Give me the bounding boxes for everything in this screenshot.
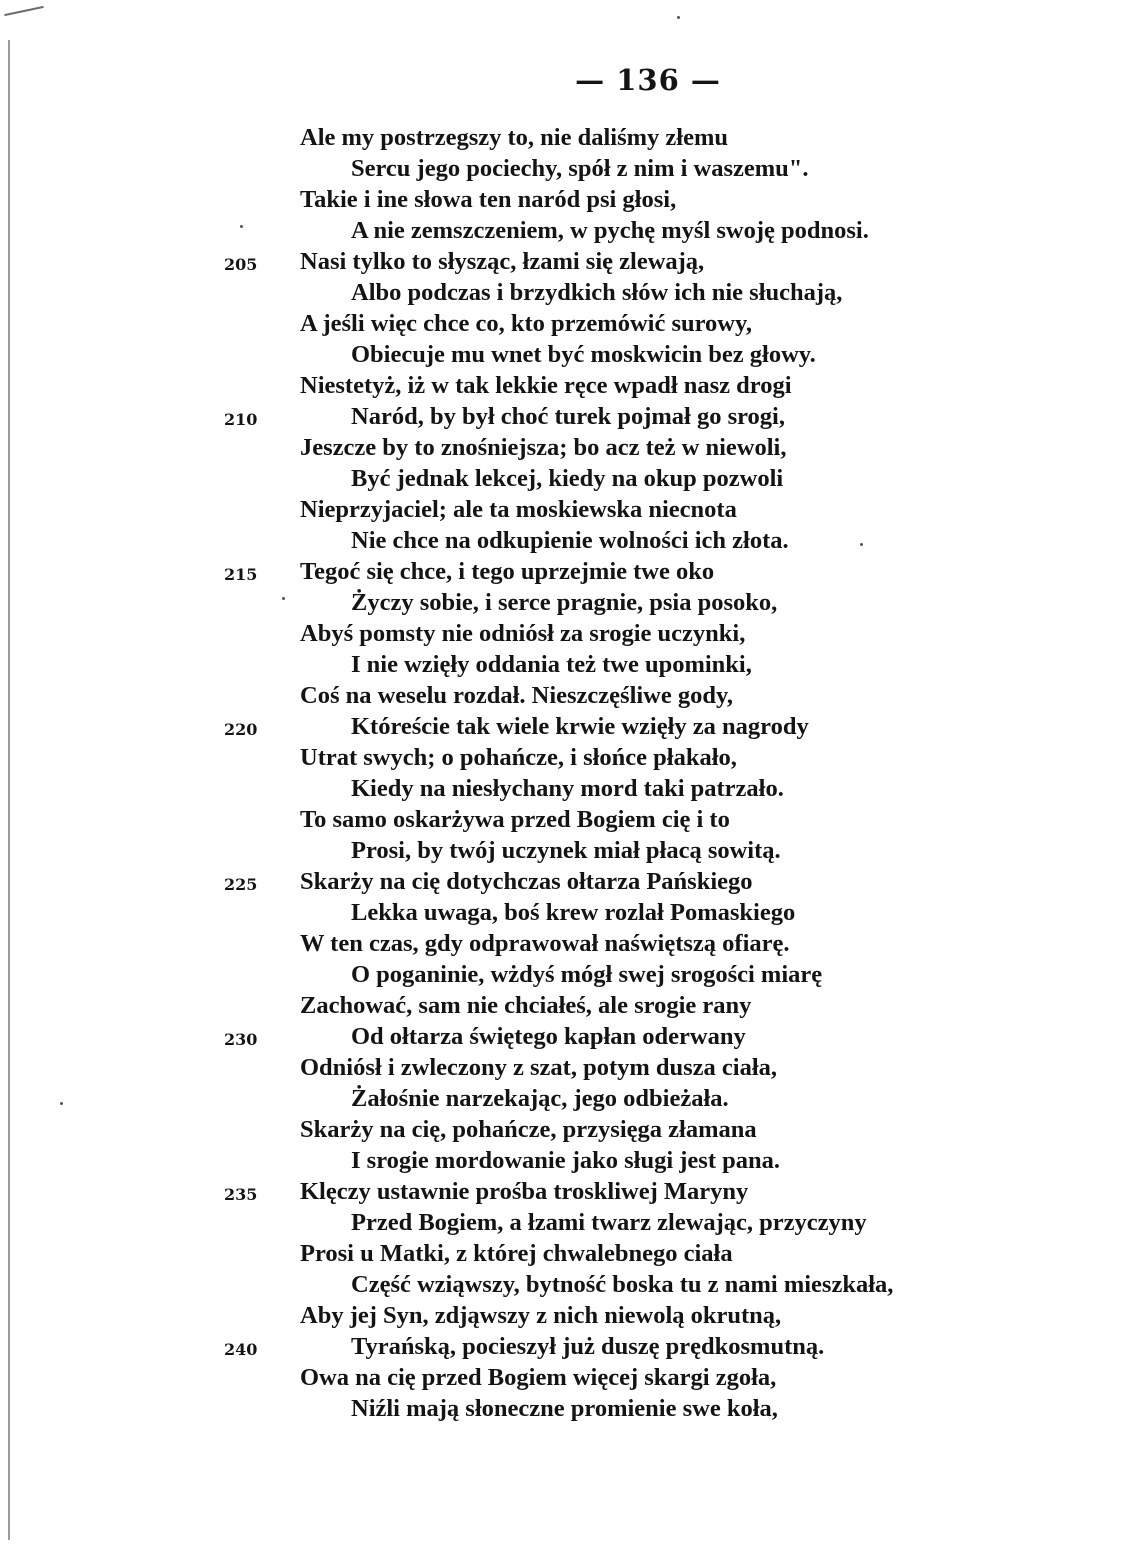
- verse-line: [0, 556, 1140, 587]
- verse-line: [0, 277, 1140, 308]
- verse-line: [0, 742, 1140, 773]
- verse-text: Skarży na cię dotychczas ołtarza Pańskiego: [300, 868, 753, 895]
- verse-text: I nie wzięły oddania też twe upominki,: [351, 651, 752, 678]
- verse-line: [0, 153, 1140, 184]
- verse-line: [0, 1052, 1140, 1083]
- verse-text: Życzy sobie, i serce pragnie, psia posoko,: [351, 589, 778, 616]
- verse-line: [0, 1145, 1140, 1176]
- verse-text: W ten czas, gdy odprawował naświętszą ofiarę.: [300, 930, 790, 957]
- verse-text: Ale my postrzegszy to, nie daliśmy złemu: [300, 124, 728, 151]
- verse-text: Przed Bogiem, a łzami twarz zlewając, przyczyny: [351, 1209, 867, 1236]
- page-number: — 136 —: [575, 63, 721, 97]
- verse-text: Albo podczas i brzydkich słów ich nie słuchają,: [351, 279, 843, 306]
- scan-speck: [677, 16, 680, 19]
- verse-text: Żałośnie narzekając, jego odbieżała.: [351, 1085, 729, 1112]
- verse-line: [0, 401, 1140, 432]
- page-header: [0, 58, 1140, 102]
- verse-text: Prosi, by twój uczynek miał płacą sowitą.: [351, 837, 781, 864]
- verse-line: [0, 1300, 1140, 1331]
- verse-line: [0, 308, 1140, 339]
- verse-line: [0, 246, 1140, 277]
- verse-text: A jeśli więc chce co, kto przemówić surowy,: [300, 310, 753, 337]
- verse-text: Prosi u Matki, z której chwalebnego ciała: [300, 1240, 733, 1267]
- verse-text: Utrat swych; o pohańcze, i słońce płakało,: [300, 744, 737, 771]
- verse-text: Skarży na cię, pohańcze, przysięga złamana: [300, 1116, 757, 1143]
- verse-line: [0, 928, 1140, 959]
- line-number: 220: [224, 720, 258, 739]
- verse-line: [0, 215, 1140, 246]
- verse-line: [0, 897, 1140, 928]
- verse-line: [0, 122, 1140, 153]
- verse-text: Być jednak lekcej, kiedy na okup pozwoli: [351, 465, 784, 492]
- verse-text: Niźli mają słoneczne promienie swe koła,: [351, 1395, 778, 1422]
- verse-line: [0, 1269, 1140, 1300]
- poem-text: [0, 122, 1140, 1424]
- verse-text: Obiecuje mu wnet być moskwicin bez głowy.: [351, 341, 816, 368]
- verse-text: Tegoć się chce, i tego uprzejmie twe oko: [300, 558, 715, 585]
- verse-text: Klęczy ustawnie prośba troskliwej Maryny: [300, 1178, 749, 1205]
- verse-line: [0, 773, 1140, 804]
- verse-text: Owa na cię przed Bogiem więcej skargi zgoła,: [300, 1364, 777, 1391]
- verse-line: [0, 649, 1140, 680]
- verse-text: Tyrańską, pocieszył już duszę prędkosmutną.: [351, 1333, 825, 1360]
- verse-text: Takie i ine słowa ten naród psi głosi,: [300, 186, 677, 213]
- verse-line: [0, 711, 1140, 742]
- line-number: 225: [224, 875, 258, 894]
- verse-line: [0, 1331, 1140, 1362]
- verse-text: Nieprzyjaciel; ale ta moskiewska niecnota: [300, 496, 737, 523]
- line-number: 205: [224, 255, 258, 274]
- verse-text: Jeszcze by to znośniejsza; bo acz też w niewoli,: [300, 434, 787, 461]
- verse-line: [0, 1362, 1140, 1393]
- verse-line: [0, 618, 1140, 649]
- verse-line: [0, 1176, 1140, 1207]
- verse-line: [0, 1114, 1140, 1145]
- verse-text: Aby jej Syn, zdjąwszy z nich niewolą okrutną,: [300, 1302, 782, 1329]
- verse-line: [0, 1207, 1140, 1238]
- verse-text: I srogie mordowanie jako sługi jest pana.: [351, 1147, 781, 1174]
- verse-line: [0, 1083, 1140, 1114]
- verse-text: O poganinie, wżdyś mógł swej srogości miarę: [351, 961, 823, 988]
- verse-line: [0, 990, 1140, 1021]
- top-left-corner-mark: [4, 6, 44, 16]
- verse-text: Nasi tylko to słysząc, łzami się zlewają,: [300, 248, 705, 275]
- verse-text: A nie zemszczeniem, w pychę myśl swoję podnosi.: [351, 217, 869, 244]
- verse-line: [0, 804, 1140, 835]
- verse-text: Część wziąwszy, bytność boska tu z nami mieszkała,: [351, 1271, 894, 1298]
- verse-line: [0, 432, 1140, 463]
- verse-line: [0, 184, 1140, 215]
- verse-text: Kiedy na niesłychany mord taki patrzało.: [351, 775, 784, 802]
- verse-text: Któreście tak wiele krwie wzięły za nagrody: [351, 713, 809, 740]
- verse-text: Lekka uwaga, boś krew rozlał Pomaskiego: [351, 899, 796, 926]
- verse-line: [0, 680, 1140, 711]
- verse-line: [0, 1238, 1140, 1269]
- verse-line: [0, 525, 1140, 556]
- verse-line: [0, 494, 1140, 525]
- verse-line: [0, 1393, 1140, 1424]
- verse-text: Coś na weselu rozdał. Nieszczęśliwe gody,: [300, 682, 734, 709]
- verse-line: [0, 339, 1140, 370]
- line-number: 240: [224, 1340, 258, 1359]
- line-number: 230: [224, 1030, 258, 1049]
- verse-text: To samo oskarżywa przed Bogiem cię i to: [300, 806, 730, 833]
- verse-line: [0, 587, 1140, 618]
- line-number: 210: [224, 410, 258, 429]
- verse-line: [0, 866, 1140, 897]
- line-number: 215: [224, 565, 258, 584]
- line-number: 235: [224, 1185, 258, 1204]
- verse-line: [0, 1021, 1140, 1052]
- verse-line: [0, 959, 1140, 990]
- verse-text: Sercu jego pociechy, spół z nim i waszemu".: [351, 155, 809, 182]
- verse-line: [0, 370, 1140, 401]
- verse-line: [0, 463, 1140, 494]
- verse-text: Abyś pomsty nie odniósł za srogie uczynki,: [300, 620, 746, 647]
- verse-text: Od ołtarza świętego kapłan oderwany: [351, 1023, 746, 1050]
- verse-text: Naród, by był choć turek pojmał go srogi,: [351, 403, 785, 430]
- verse-line: [0, 835, 1140, 866]
- verse-text: Zachować, sam nie chciałeś, ale srogie rany: [300, 992, 752, 1019]
- verse-text: Odniósł i zwleczony z szat, potym dusza ciała,: [300, 1054, 778, 1081]
- verse-text: Niestetyż, iż w tak lekkie ręce wpadł nasz drogi: [300, 372, 792, 399]
- verse-text: Nie chce na odkupienie wolności ich złota.: [351, 527, 789, 554]
